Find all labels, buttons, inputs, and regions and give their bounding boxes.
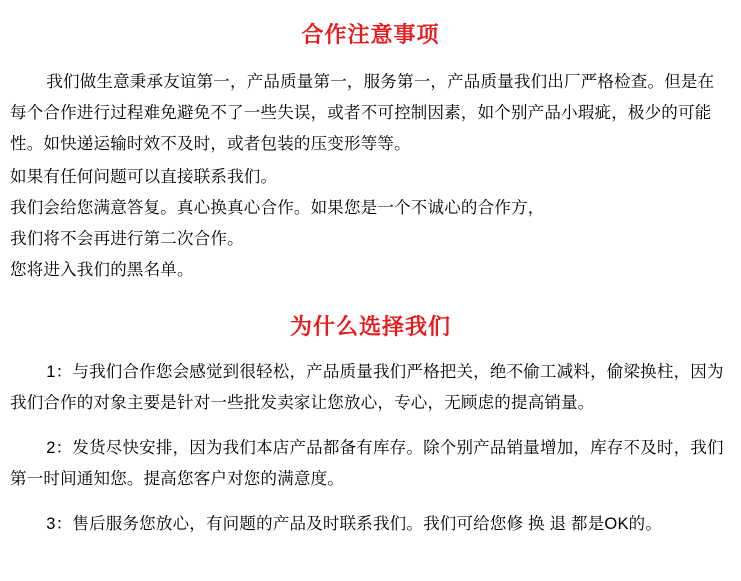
section-heading-why-choose-us: 为什么选择我们 [289,313,451,339]
paragraph-contact-us: 如果有任何问题可以直接联系我们。 [10,167,278,186]
section-heading-cooperation-notes: 合作注意事项 [301,22,440,47]
paragraph-cooperation-intro: 我们做生意秉承友谊第一，产品质量第一，服务第一，产品质量我们出厂严格检查。但是在每个合作进行过程难免避免不了一些失误，或者不可控制因素，如个别产品小瑕疵，极少的可能性。如快递运输时效不及时，或者包装的压变形等等。 [10,72,715,153]
paragraph-reason-three: 3：售后服务您放心，有问题的产品及时联系我们。我们可给您修 换 退 都是OK的。 [46,514,663,533]
paragraph-reason-two: 2：发货尽快安排，因为我们本店产品都备有库存。除个别产品销量增加，库存不及时，我们第一时间通知您。提高您客户对您的满意度。 [10,438,724,488]
paragraph-sincere-cooperation: 我们会给您满意答复。真心换真心合作。如果您是一个不诚心的合作方， [10,198,545,217]
paragraph-no-second-cooperation: 我们将不会再进行第二次合作。 [10,229,244,248]
paragraph-reason-one: 1：与我们合作您会感觉到很轻松，产品质量我们严格把关，绝不偷工减料，偷梁换柱，因为我们合作的对象主要是针对一些批发卖家让您放心，专心，无顾虑的提高销量。 [10,362,724,412]
paragraph-blacklist: 您将进入我们的黑名单。 [10,260,194,279]
